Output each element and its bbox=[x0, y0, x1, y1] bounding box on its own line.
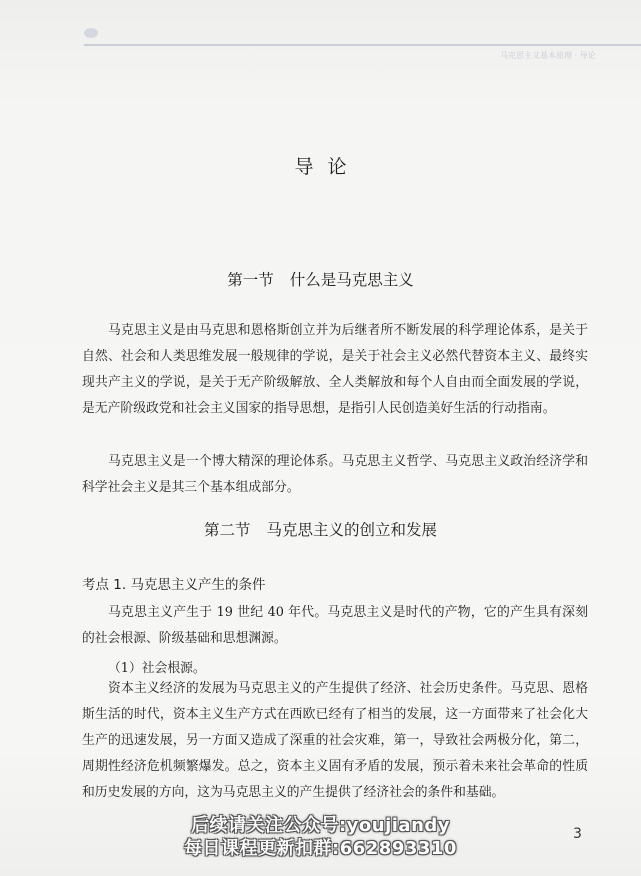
section-2-title: 马克思主义的创立和发展 bbox=[266, 521, 438, 539]
section-1-paragraph-1: 马克思主义是由马克思和恩格斯创立并为后继者所不断发展的科学理论体系，是关于自然、社会和人类思维发展一般规律的学说，是关于社会主义必然代替资本主义、最终实现共产主义的学说，是关于无产阶级解放、全人类解放和每个人自由而全面发展的学说，是无产阶级政党和社会主义国家的指导思想，是指引人民创造美好生活的行动指南。 bbox=[82, 323, 588, 416]
page-number: 3 bbox=[573, 826, 582, 842]
section-2-heading bbox=[0, 518, 641, 540]
section-1-paragraph-2: 马克思主义是一个博大精深的理论体系。马克思主义哲学、马克思主义政治经济学和科学社会主义是其三个基本组成部分。 bbox=[82, 454, 588, 495]
section-1-title: 什么是马克思主义 bbox=[289, 271, 414, 289]
section-2-intro: 马克思主义产生于 19 世纪 40 年代。马克思主义是时代的产物，它的产生具有深刻的社会根源、阶级基础和思想渊源。 bbox=[82, 605, 588, 646]
point-1-heading: 考点 1. 马克思主义产生的条件 bbox=[82, 577, 266, 593]
section-2-body: 资本主义经济的发展为马克思主义的产生提供了经济、社会历史条件。马克思、恩格斯生活的时代，资本主义生产方式在西欧已经有了相当的发展，这一方面带来了社会化大生产的迅速发展，另一方面又造成了深重的社会灾难，第一，导致社会两极分化，第二，周期性经济危机频繁爆发。总之，资本主义固有矛盾的发展，预示着未来社会革命的性质和历史发展的方向，这为马克思主义的产生提供了经济社会的条件和基础。 bbox=[82, 681, 588, 800]
section-1-number: 第一节 bbox=[227, 271, 274, 289]
section-2-number: 第二节 bbox=[203, 521, 251, 539]
chapter-title: 导论 bbox=[294, 156, 361, 178]
section-1-heading bbox=[0, 268, 641, 290]
running-header: 马克思主义基本原理 · 导论 bbox=[500, 51, 596, 60]
header-rule bbox=[84, 44, 641, 46]
watermark-line-2: 每日课程更新扣群:662893310 bbox=[184, 838, 457, 859]
header-ornament bbox=[84, 28, 98, 38]
watermark-line-1: 后续请关注公众号:youjiandy bbox=[190, 815, 451, 836]
list-item-social-roots: （1）社会根源。 bbox=[108, 661, 206, 676]
